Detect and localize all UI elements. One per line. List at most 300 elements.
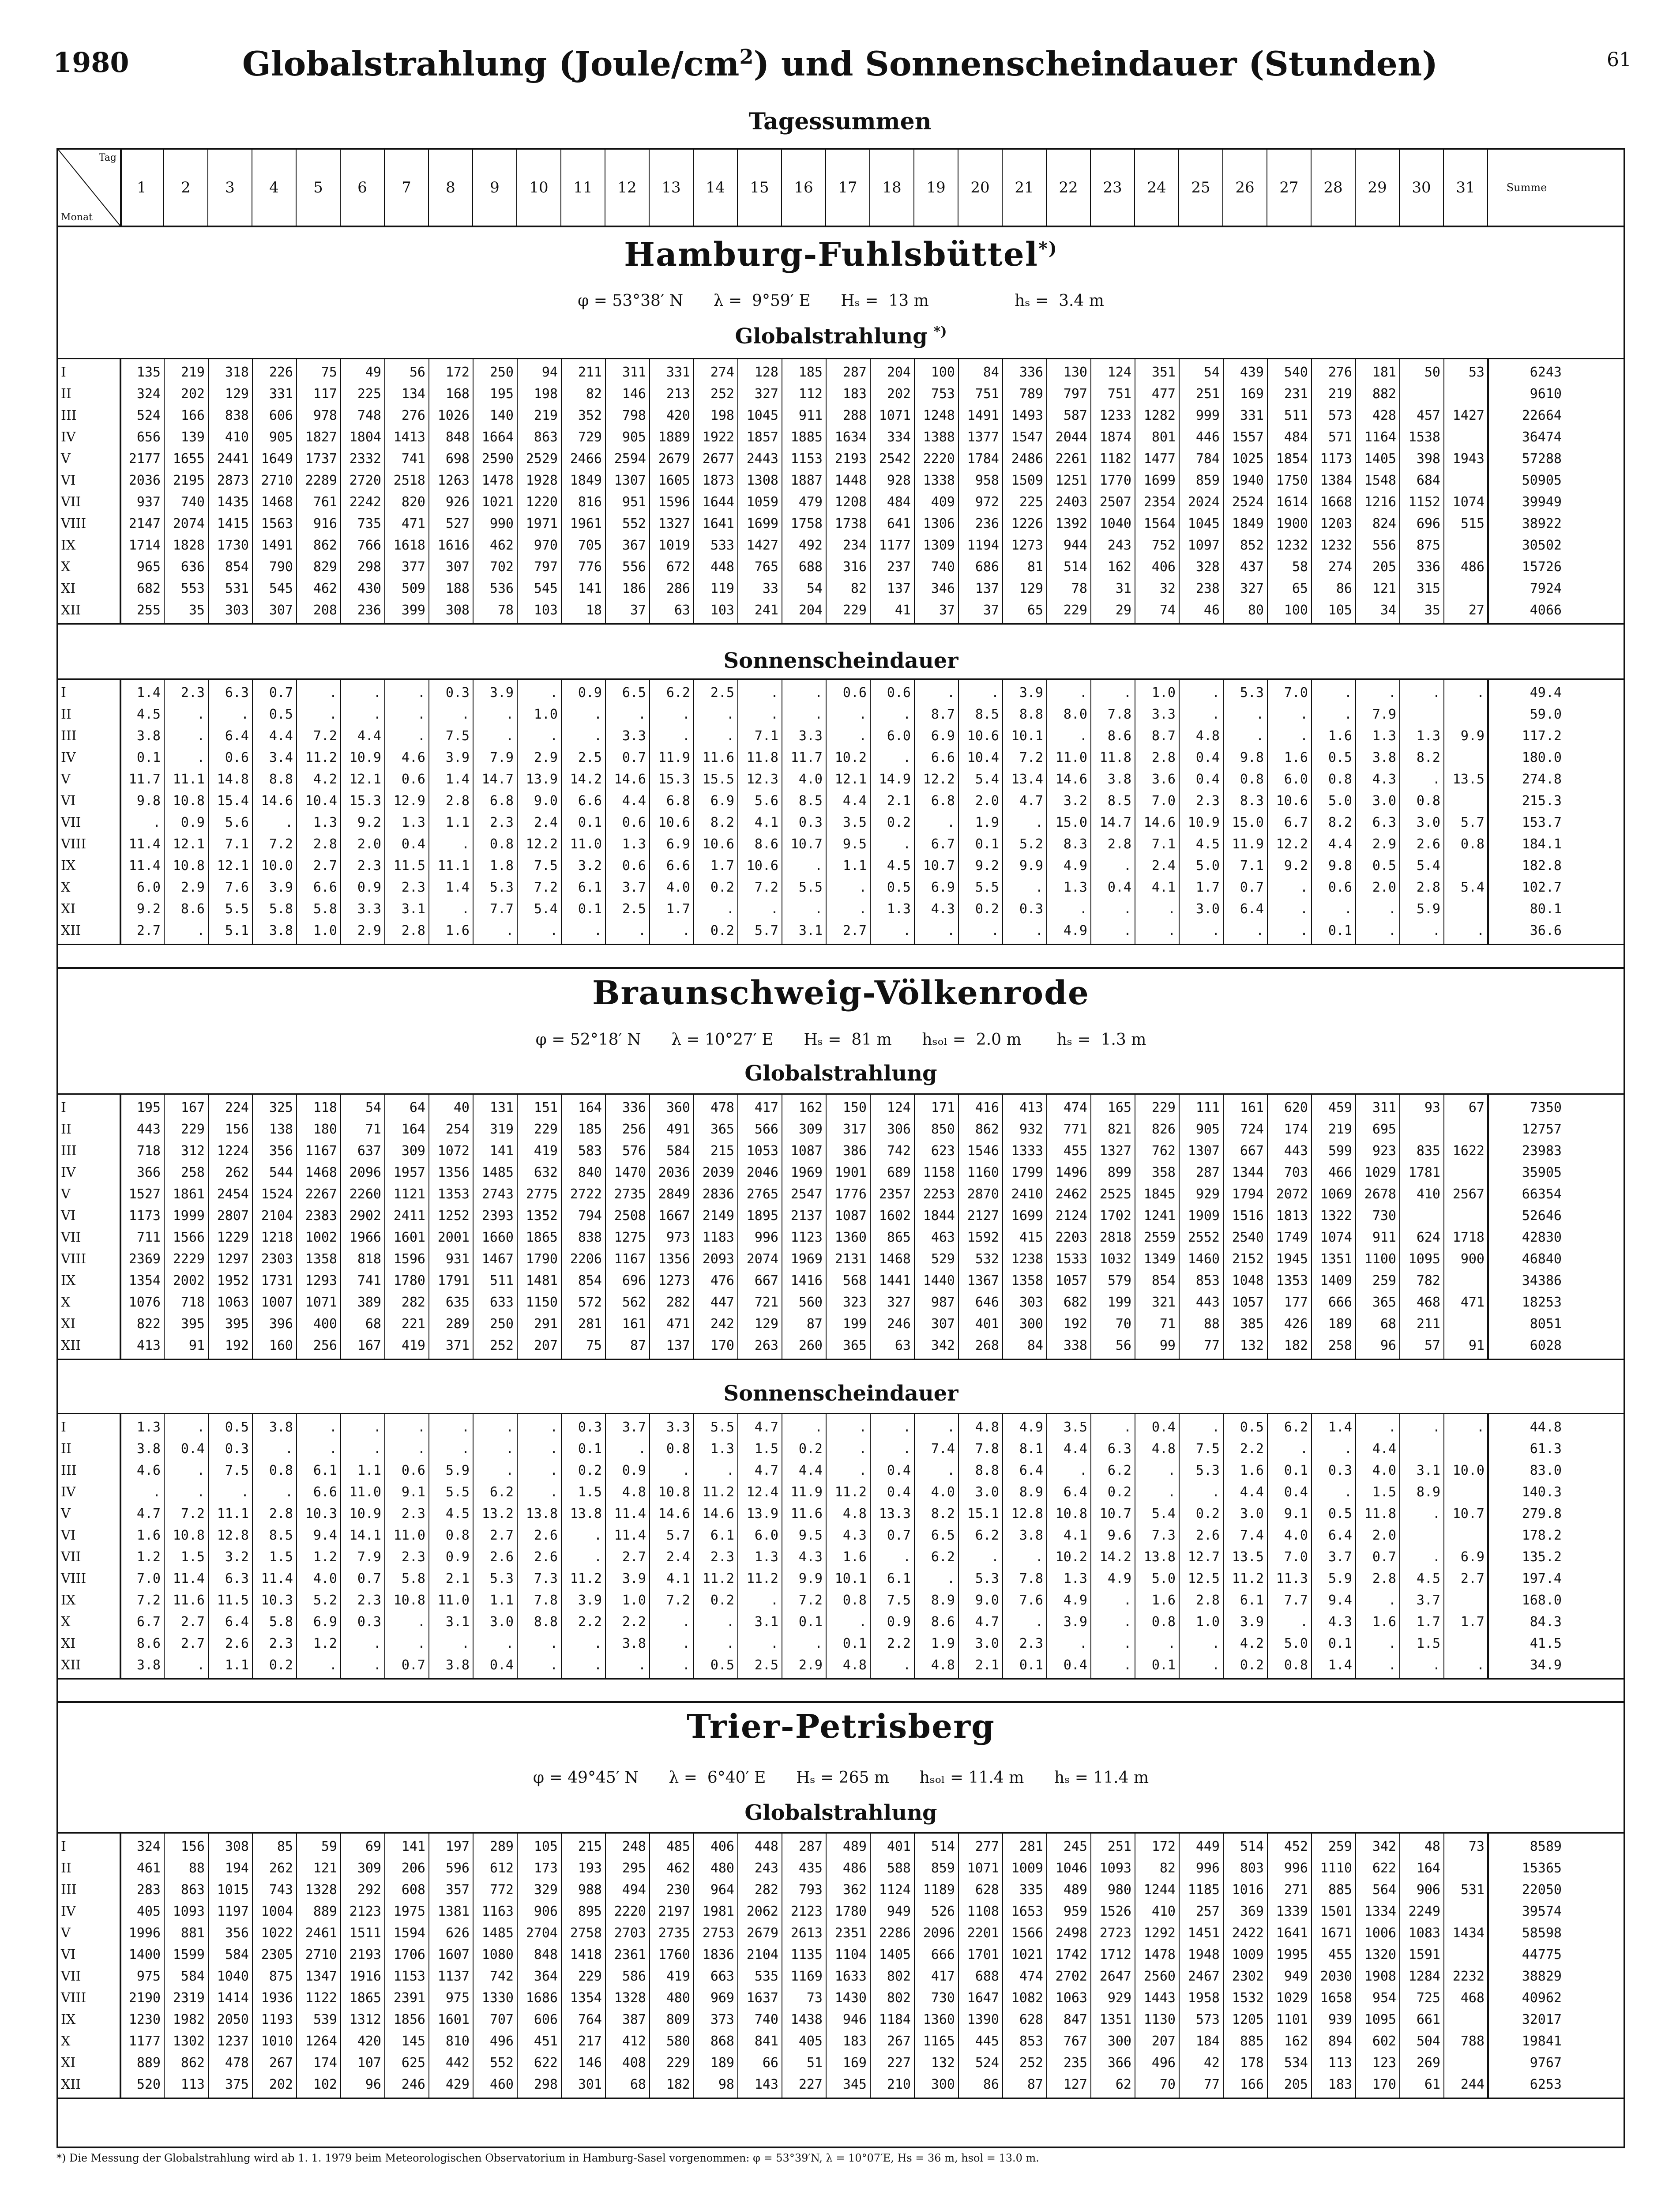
value-cell: 895 xyxy=(578,1904,602,1919)
value-cell: 365 xyxy=(1372,1295,1396,1310)
value-cell: . xyxy=(1035,923,1043,938)
value-cell: 325 xyxy=(269,1100,293,1115)
value-cell: 765 xyxy=(754,559,778,575)
value-cell: 1071 xyxy=(879,408,911,423)
value-cell: 494 xyxy=(622,1882,646,1898)
summe-cell: 32017 xyxy=(1522,2012,1562,2027)
value-cell: 628 xyxy=(975,1882,999,1898)
value-cell: 162 xyxy=(1284,2034,1308,2049)
value-cell: 0.7 xyxy=(887,1528,911,1543)
value-cell: 250 xyxy=(489,365,514,380)
value-cell: 100 xyxy=(931,365,955,380)
value-cell: 2547 xyxy=(790,1186,823,1202)
value-cell: 1.4 xyxy=(1328,1657,1352,1673)
column-day-3: 3 xyxy=(208,150,252,226)
value-cell: 56 xyxy=(1115,1338,1131,1353)
value-cell: 10.3 xyxy=(305,1506,337,1522)
value-cell: 56 xyxy=(409,365,425,380)
column-day-2: 2 xyxy=(164,150,208,226)
value-cell: 11.6 xyxy=(702,750,734,765)
value-cell: 1007 xyxy=(261,1295,293,1310)
value-cell: 539 xyxy=(313,2012,337,2027)
value-cell: 219 xyxy=(180,365,205,380)
value-cell: 6.0 xyxy=(1284,772,1308,787)
value-cell: 429 xyxy=(445,2077,470,2092)
value-cell: 0.5 xyxy=(887,880,911,895)
value-cell: 287 xyxy=(798,1839,823,1854)
value-cell: . xyxy=(1035,1549,1043,1565)
value-cell: 321 xyxy=(1151,1295,1176,1310)
value-cell: 0.7 xyxy=(1372,1549,1396,1565)
value-cell: 2137 xyxy=(790,1208,823,1224)
value-cell: 1605 xyxy=(658,473,690,488)
value-cell: 2383 xyxy=(305,1208,337,1224)
value-cell: 1.0 xyxy=(622,1593,646,1608)
value-cell: 2735 xyxy=(658,1925,690,1941)
value-cell: 11.2 xyxy=(305,750,337,765)
value-cell: . xyxy=(373,1657,381,1673)
value-cell: 529 xyxy=(931,1251,955,1267)
summe-cell: 4066 xyxy=(1530,603,1562,618)
value-cell: 2542 xyxy=(879,451,911,467)
value-cell: 11.0 xyxy=(570,836,602,852)
value-cell: 460 xyxy=(489,2077,514,2092)
value-cell: . xyxy=(902,750,911,765)
station-coordinates: φ = 52°18′ N λ = 10°27′ E Hₛ = 81 m hₛₒₗ = 2.0 m hₛ = 1.3 m xyxy=(535,1031,1146,1049)
value-cell: 2036 xyxy=(658,1165,690,1180)
table-row xyxy=(58,1270,1624,1292)
value-cell: 588 xyxy=(887,1861,911,1876)
value-cell: 906 xyxy=(534,1904,558,1919)
value-cell: 1339 xyxy=(1276,1904,1308,1919)
summe-cell: 215.3 xyxy=(1522,793,1562,809)
value-cell: 331 xyxy=(666,365,690,380)
month-label: I xyxy=(61,1420,66,1435)
value-cell: 213 xyxy=(666,386,690,402)
value-cell: 300 xyxy=(1019,1316,1043,1332)
value-cell: 3.1 xyxy=(1416,1463,1440,1478)
month-label: IV xyxy=(61,750,76,765)
value-cell: 776 xyxy=(578,559,602,575)
value-cell: . xyxy=(417,1420,425,1435)
value-cell: 4.8 xyxy=(975,1420,999,1435)
value-cell: 91 xyxy=(188,1338,205,1353)
value-cell: 12.1 xyxy=(834,772,867,787)
value-cell: 863 xyxy=(534,429,558,445)
value-cell: 646 xyxy=(975,1295,999,1310)
value-cell: 2267 xyxy=(305,1186,337,1202)
value-cell: 1.3 xyxy=(710,1441,734,1457)
value-cell: 764 xyxy=(578,2012,602,2027)
value-cell: 6.5 xyxy=(622,685,646,701)
value-cell: 3.3 xyxy=(622,728,646,744)
value-cell: 1491 xyxy=(261,538,293,553)
value-cell: . xyxy=(1388,923,1396,938)
value-cell: 88 xyxy=(188,1861,205,1876)
summe-cell: 102.7 xyxy=(1522,880,1562,895)
value-cell: 1160 xyxy=(967,1165,999,1180)
value-cell: 5.7 xyxy=(666,1528,690,1543)
value-cell: 2758 xyxy=(570,1925,602,1941)
value-cell: 12.1 xyxy=(349,772,381,787)
month-label: V xyxy=(61,1186,71,1202)
value-cell: 124 xyxy=(1107,365,1131,380)
value-cell: 172 xyxy=(445,365,470,380)
table-row xyxy=(58,1922,1624,1944)
table-row xyxy=(58,448,1624,470)
value-cell: 7.4 xyxy=(931,1441,955,1457)
value-cell: 4.4 xyxy=(269,728,293,744)
value-cell: 7.2 xyxy=(754,880,778,895)
value-cell: 166 xyxy=(1240,2077,1264,2092)
value-cell: . xyxy=(682,1636,690,1651)
value-cell: 11.6 xyxy=(173,1593,205,1608)
value-cell: 315 xyxy=(1416,581,1440,596)
value-cell: 532 xyxy=(975,1251,999,1267)
value-cell: 1307 xyxy=(1188,1143,1220,1159)
value-cell: 526 xyxy=(931,1904,955,1919)
value-cell: 252 xyxy=(1019,2055,1043,2071)
value-cell: 3.8 xyxy=(136,1441,161,1457)
value-cell: 810 xyxy=(445,2034,470,2049)
value-cell: 93 xyxy=(1424,1100,1440,1115)
value-cell: . xyxy=(814,858,823,874)
value-cell: 300 xyxy=(931,2077,955,2092)
value-cell: 6.6 xyxy=(931,750,955,765)
value-cell: 1.9 xyxy=(975,815,999,830)
value-cell: 6.3 xyxy=(225,1571,249,1586)
value-cell: 346 xyxy=(931,581,955,596)
value-cell: 225 xyxy=(1019,494,1043,510)
summe-cell: 50905 xyxy=(1522,473,1562,488)
value-cell: 75 xyxy=(321,365,337,380)
value-cell: 11.7 xyxy=(128,772,161,787)
value-cell: 27 xyxy=(1468,603,1485,618)
value-cell: 117 xyxy=(313,386,337,402)
value-cell: 511 xyxy=(1284,408,1308,423)
global-title xyxy=(58,1800,1624,1825)
value-cell: 2454 xyxy=(217,1186,249,1202)
value-cell: 2242 xyxy=(349,494,381,510)
value-cell: 8.7 xyxy=(1151,728,1176,744)
value-cell: 466 xyxy=(1328,1165,1352,1180)
value-cell: 11.9 xyxy=(790,1484,823,1500)
value-cell: 3.2 xyxy=(1063,793,1087,809)
value-cell: 4.8 xyxy=(842,1657,867,1673)
value-cell: 2096 xyxy=(923,1925,955,1941)
value-cell: 959 xyxy=(1063,1904,1087,1919)
value-cell: 183 xyxy=(1328,2077,1352,2092)
value-cell: 262 xyxy=(225,1165,249,1180)
value-cell: 889 xyxy=(313,1904,337,1919)
value-cell: 287 xyxy=(842,365,867,380)
table-row xyxy=(58,1227,1624,1248)
value-cell: . xyxy=(549,1636,558,1651)
column-day-5: 5 xyxy=(297,150,341,226)
value-cell: 527 xyxy=(445,516,470,531)
value-cell: 6.1 xyxy=(1240,1593,1264,1608)
value-cell: 13.8 xyxy=(1143,1549,1176,1565)
value-cell: 2775 xyxy=(526,1186,558,1202)
month-label: XII xyxy=(61,1338,81,1353)
value-cell: 282 xyxy=(754,1882,778,1898)
value-cell: 2.3 xyxy=(710,1549,734,1565)
value-cell: . xyxy=(594,1636,602,1651)
table-row xyxy=(58,578,1624,599)
value-cell: 6.0 xyxy=(887,728,911,744)
value-cell: 301 xyxy=(578,2077,602,2092)
value-cell: 0.2 xyxy=(1195,1506,1220,1522)
value-cell: 257 xyxy=(1195,1904,1220,1919)
value-cell: 479 xyxy=(798,494,823,510)
value-cell: 1273 xyxy=(1011,538,1043,553)
value-cell: . xyxy=(726,1614,734,1630)
value-cell: 462 xyxy=(666,1861,690,1876)
value-cell: 2.7 xyxy=(622,1549,646,1565)
value-cell: 560 xyxy=(798,1295,823,1310)
value-cell: 606 xyxy=(534,2012,558,2027)
month-label: X xyxy=(61,1614,71,1630)
table-row xyxy=(58,426,1624,448)
value-cell: 192 xyxy=(1063,1316,1087,1332)
value-cell: 1414 xyxy=(217,1990,249,2006)
value-cell: 69 xyxy=(365,1839,381,1854)
value-cell: 5.5 xyxy=(975,880,999,895)
value-cell: 1614 xyxy=(1276,494,1308,510)
value-cell: . xyxy=(549,728,558,744)
value-cell: 1435 xyxy=(217,494,249,510)
value-cell: 923 xyxy=(1372,1143,1396,1159)
value-cell: 1854 xyxy=(1276,451,1308,467)
value-cell: 1002 xyxy=(305,1230,337,1245)
value-cell: 439 xyxy=(1240,365,1264,380)
value-cell: 580 xyxy=(666,2034,690,2049)
value-cell: 661 xyxy=(1416,2012,1440,2027)
value-cell: 1130 xyxy=(1143,2012,1176,2027)
value-cell: . xyxy=(285,1484,293,1500)
value-cell: . xyxy=(505,1420,514,1435)
value-cell: 3.8 xyxy=(136,728,161,744)
month-label: III xyxy=(61,1143,77,1159)
value-cell: 4.0 xyxy=(798,772,823,787)
value-cell: 258 xyxy=(180,1165,205,1180)
value-cell: 1804 xyxy=(349,429,381,445)
value-cell: 1354 xyxy=(570,1990,602,2006)
value-cell: 4.0 xyxy=(931,1484,955,1500)
value-cell: 797 xyxy=(534,559,558,575)
value-cell: 848 xyxy=(534,1947,558,1962)
value-cell: 2.6 xyxy=(225,1636,249,1651)
value-cell: 113 xyxy=(1328,2055,1352,2071)
value-cell: 2201 xyxy=(967,1925,999,1941)
value-cell: 2.9 xyxy=(534,750,558,765)
value-cell: . xyxy=(947,1571,955,1586)
table-row xyxy=(58,1162,1624,1183)
value-cell: 298 xyxy=(357,559,381,575)
value-cell: 318 xyxy=(225,365,249,380)
value-cell: 6.3 xyxy=(225,685,249,701)
value-cell: 584 xyxy=(225,1947,249,1962)
value-cell: 0.8 xyxy=(1460,836,1485,852)
value-cell: 553 xyxy=(180,581,205,596)
summe-cell: 36.6 xyxy=(1530,923,1562,938)
value-cell: 1025 xyxy=(1232,451,1264,467)
value-cell: 2319 xyxy=(173,1990,205,2006)
value-cell: 999 xyxy=(1195,408,1220,423)
value-cell: 602 xyxy=(1372,2034,1396,2049)
value-cell: 0.9 xyxy=(578,685,602,701)
value-cell: 78 xyxy=(497,603,514,618)
value-cell: 556 xyxy=(622,559,646,575)
value-cell: 6.9 xyxy=(931,880,955,895)
value-cell: 1749 xyxy=(1276,1230,1308,1245)
value-cell: 356 xyxy=(269,1143,293,1159)
value-cell: 11.7 xyxy=(790,750,823,765)
value-cell: 35 xyxy=(188,603,205,618)
value-cell: 625 xyxy=(401,2055,425,2071)
value-cell: 1229 xyxy=(217,1230,249,1245)
value-cell: . xyxy=(1123,923,1131,938)
value-cell: . xyxy=(594,923,602,938)
value-cell: 12.2 xyxy=(1276,836,1308,852)
value-cell: 6.9 xyxy=(710,793,734,809)
value-cell: 197 xyxy=(445,1839,470,1854)
value-cell: 4.7 xyxy=(136,1506,161,1522)
value-cell: 451 xyxy=(534,2034,558,2049)
value-cell: 1.6 xyxy=(1151,1593,1176,1608)
summe-cell: 42830 xyxy=(1522,1230,1562,1245)
value-cell: 0.6 xyxy=(842,685,867,701)
value-cell: 3.0 xyxy=(1372,793,1396,809)
value-cell: 7.9 xyxy=(1372,707,1396,722)
value-cell: 327 xyxy=(754,386,778,402)
value-cell: . xyxy=(814,1420,823,1435)
summe-cell: 180.0 xyxy=(1522,750,1562,765)
value-cell: 514 xyxy=(1063,559,1087,575)
value-cell: 59 xyxy=(321,1839,337,1854)
value-cell: 1021 xyxy=(1011,1947,1043,1962)
value-cell: 4.3 xyxy=(1372,772,1396,787)
value-cell: 10.0 xyxy=(1452,1463,1485,1478)
value-cell: 894 xyxy=(1328,2034,1352,2049)
value-cell: 2720 xyxy=(349,473,381,488)
value-cell: 1649 xyxy=(261,451,293,467)
value-cell: 0.6 xyxy=(622,815,646,830)
value-cell: 2678 xyxy=(1364,1186,1396,1202)
value-cell: 164 xyxy=(578,1100,602,1115)
value-cell: 3.9 xyxy=(1240,1614,1264,1630)
value-cell: 4.4 xyxy=(798,1463,823,1478)
value-cell: 623 xyxy=(931,1143,955,1159)
value-cell: 4.7 xyxy=(754,1463,778,1478)
value-cell: 281 xyxy=(578,1316,602,1332)
value-cell: 8.1 xyxy=(1019,1441,1043,1457)
value-cell: . xyxy=(549,923,558,938)
value-cell: 1781 xyxy=(1408,1165,1440,1180)
value-cell: . xyxy=(549,1441,558,1457)
value-cell: 202 xyxy=(269,2077,293,2092)
value-cell: 471 xyxy=(1460,1295,1485,1310)
month-label: IV xyxy=(61,429,76,445)
value-cell: 1836 xyxy=(702,1947,734,1962)
value-cell: 1443 xyxy=(1143,1990,1176,2006)
value-cell: 174 xyxy=(313,2055,337,2071)
value-cell: 229 xyxy=(534,1122,558,1137)
value-cell: 0.4 xyxy=(1107,880,1131,895)
table-row xyxy=(58,725,1624,747)
sunshine-title: Sonnenscheindauer xyxy=(723,1381,958,1406)
value-cell: 308 xyxy=(225,1839,249,1854)
value-cell: 219 xyxy=(534,408,558,423)
value-cell: 6.9 xyxy=(931,728,955,744)
value-cell: 1845 xyxy=(1143,1186,1176,1202)
value-cell: . xyxy=(682,728,690,744)
value-cell: 10.8 xyxy=(173,793,205,809)
value-cell: 169 xyxy=(1240,386,1264,402)
value-cell: 900 xyxy=(1460,1251,1485,1267)
month-label: VI xyxy=(61,473,76,488)
value-cell: 11.2 xyxy=(702,1571,734,1586)
value-cell: 485 xyxy=(666,1839,690,1854)
value-cell: 51 xyxy=(806,2055,823,2071)
table-row xyxy=(58,790,1624,812)
value-cell: . xyxy=(682,707,690,722)
value-cell: 1165 xyxy=(923,2034,955,2049)
value-cell: 11.4 xyxy=(128,858,161,874)
value-cell: 5.4 xyxy=(1416,858,1440,874)
value-cell: 65 xyxy=(1292,581,1308,596)
value-cell: 1108 xyxy=(967,1904,999,1919)
value-cell: 2466 xyxy=(570,451,602,467)
value-cell: 127 xyxy=(1063,2077,1087,2092)
value-cell: 1110 xyxy=(1320,1861,1352,1876)
value-cell: 0.2 xyxy=(578,1463,602,1478)
value-cell: 850 xyxy=(931,1122,955,1137)
value-cell: 1601 xyxy=(393,1230,425,1245)
value-cell: 2443 xyxy=(746,451,778,467)
value-cell: 2369 xyxy=(128,1251,161,1267)
value-cell: 210 xyxy=(887,2077,911,2092)
value-cell: 1791 xyxy=(437,1273,470,1288)
value-cell: 2.3 xyxy=(1195,793,1220,809)
value-cell: 7.2 xyxy=(269,836,293,852)
table-row xyxy=(58,747,1624,768)
value-cell: 4.6 xyxy=(136,1463,161,1478)
month-label: VII xyxy=(61,494,81,510)
value-cell: 2540 xyxy=(1232,1230,1264,1245)
month-label: VIII xyxy=(61,1990,86,2006)
value-cell: 1712 xyxy=(1099,1947,1131,1962)
value-cell: 1750 xyxy=(1276,473,1308,488)
summe-cell: 46840 xyxy=(1522,1251,1562,1267)
value-cell: 0.6 xyxy=(401,1463,425,1478)
value-cell: 10.4 xyxy=(305,793,337,809)
value-cell: 96 xyxy=(1380,1338,1396,1353)
value-cell: 2765 xyxy=(746,1186,778,1202)
value-cell: 1.4 xyxy=(1328,1420,1352,1435)
value-cell: 11.4 xyxy=(261,1571,293,1586)
value-cell: 4.5 xyxy=(1195,836,1220,852)
summe-cell: 23983 xyxy=(1522,1143,1562,1159)
value-cell: 409 xyxy=(931,494,955,510)
value-cell: 85 xyxy=(277,1839,293,1854)
value-cell: 2467 xyxy=(1188,1969,1220,1984)
value-cell: 5.0 xyxy=(1195,858,1220,874)
value-cell: . xyxy=(1079,1463,1087,1478)
value-cell: 15.0 xyxy=(1232,815,1264,830)
value-cell: 1.0 xyxy=(313,923,337,938)
value-cell: . xyxy=(1300,1614,1308,1630)
